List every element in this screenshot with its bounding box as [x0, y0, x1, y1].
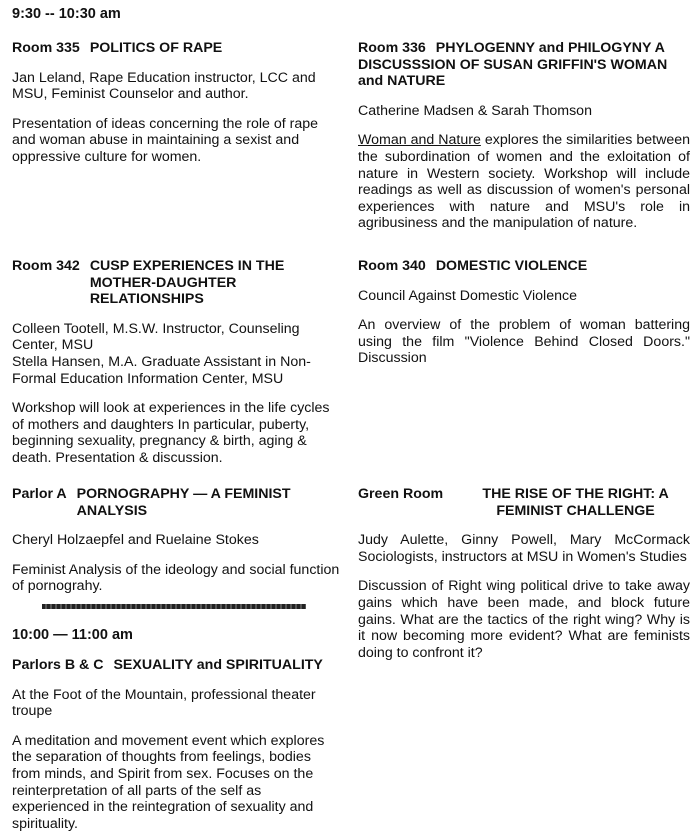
session-heading — [358, 258, 690, 275]
room-label: Room 336 — [358, 40, 426, 56]
session-room-336 — [358, 40, 690, 232]
session-room-335 — [12, 40, 342, 166]
session-heading — [12, 258, 342, 308]
session-heading — [358, 40, 690, 90]
room-label: Parlor A — [12, 486, 67, 502]
session-title: THE RISE OF THE RIGHT: A FEMINIST CHALLENGE — [482, 486, 669, 519]
description: Presentation of ideas concerning the role of rape and woman abuse in maintaining a sexist and oppressive culture for women. — [12, 115, 319, 165]
session-title: CUSP EXPERIENCES IN THE MOTHER-DAUGHTER RELATIONSHIPS — [89, 258, 285, 308]
description: A meditation and movement event which explores the separation of thoughts from feelings, bodies from minds, and Spirit from sex. Focuses on the reinterpretation of all parts of the self as experienced in the reintegration of sexuality and spirituality. — [12, 732, 325, 832]
presenter: Jan Leland, Rape Education instructor, LCC and MSU, Feminist Counselor and author. — [12, 69, 316, 103]
time-slot-1: 9:30 -- 10:30 am — [12, 6, 121, 22]
session-heading — [12, 40, 342, 57]
room-label: Parlors B & C — [12, 657, 104, 673]
room-label: Room 342 — [12, 258, 80, 274]
room-label: Green Room — [358, 486, 444, 502]
description-text: explores the similarities between the subordination of women and the exloitation of nature in Western society. Workshop will include readings as well as discussion of women's personal experiences with nature and MSU's role in agribusiness and the manipulation of nature. — [358, 132, 691, 232]
presenter: Council Against Domestic Violence — [358, 287, 577, 304]
description — [358, 132, 690, 232]
presenter-2: Stella Hansen, M.A. Graduate Assistant in Non-Formal Education Information Center, MSU — [12, 353, 311, 387]
presenter: Cheryl Holzaepfel and Ruelaine Stokes — [12, 532, 259, 549]
session-green-room — [358, 486, 690, 661]
session-title: POLITICS OF RAPE — [89, 40, 223, 56]
session-heading — [12, 486, 342, 519]
session-parlor-a — [12, 486, 342, 595]
session-title: PHYLOGENNY and PHILOGYNY A DISCUSSSION OF SUSAN GRIFFIN'S WOMAN and NATURE — [358, 40, 668, 90]
session-parlors-b-c — [12, 657, 350, 832]
room-label: Room 335 — [12, 40, 80, 56]
description: Discussion of Right wing political drive to take away gains which have been made, and block future gains. What are the tactics of the right wing? Why is it now becoming more evident? What are feminists doing to confront it? — [358, 578, 690, 661]
room-label: Room 340 — [358, 258, 426, 274]
session-room-340 — [358, 258, 690, 367]
description: Feminist Analysis of the ideology and social function of pornograhy. — [12, 561, 340, 595]
presenter: At the Foot of the Mountain, professional theater troupe — [12, 686, 316, 720]
session-title: SEXUALITY and SPIRITUALITY — [113, 657, 323, 673]
section-divider — [42, 604, 306, 609]
presenter: Catherine Madsen & Sarah Thomson — [358, 102, 592, 119]
session-heading — [12, 657, 350, 674]
presenter: Judy Aulette, Ginny Powell, Mary McCormack Sociologists, instructors at MSU in Women's Studies — [358, 532, 690, 565]
time-slot-2: 10:00 — 11:00 am — [12, 627, 133, 643]
session-room-342 — [12, 258, 342, 467]
description: An overview of the problem of woman battering using the film "Violence Behind Closed Doors." Discussion — [358, 317, 690, 367]
description: Workshop will look at experiences in the life cycles of mothers and daughters In particular, puberty, beginning sexuality, pregnancy & birth, aging & death. Presentation & discussion. — [12, 400, 330, 466]
session-title: PORNOGRAPHY — A FEMINIST ANALYSIS — [76, 486, 291, 519]
session-heading — [358, 486, 690, 519]
session-title: DOMESTIC VIOLENCE — [435, 258, 588, 274]
presenter-1: Colleen Tootell, M.S.W. Instructor, Counseling Center, MSU — [12, 320, 300, 354]
book-title: Woman and Nature — [358, 132, 481, 149]
